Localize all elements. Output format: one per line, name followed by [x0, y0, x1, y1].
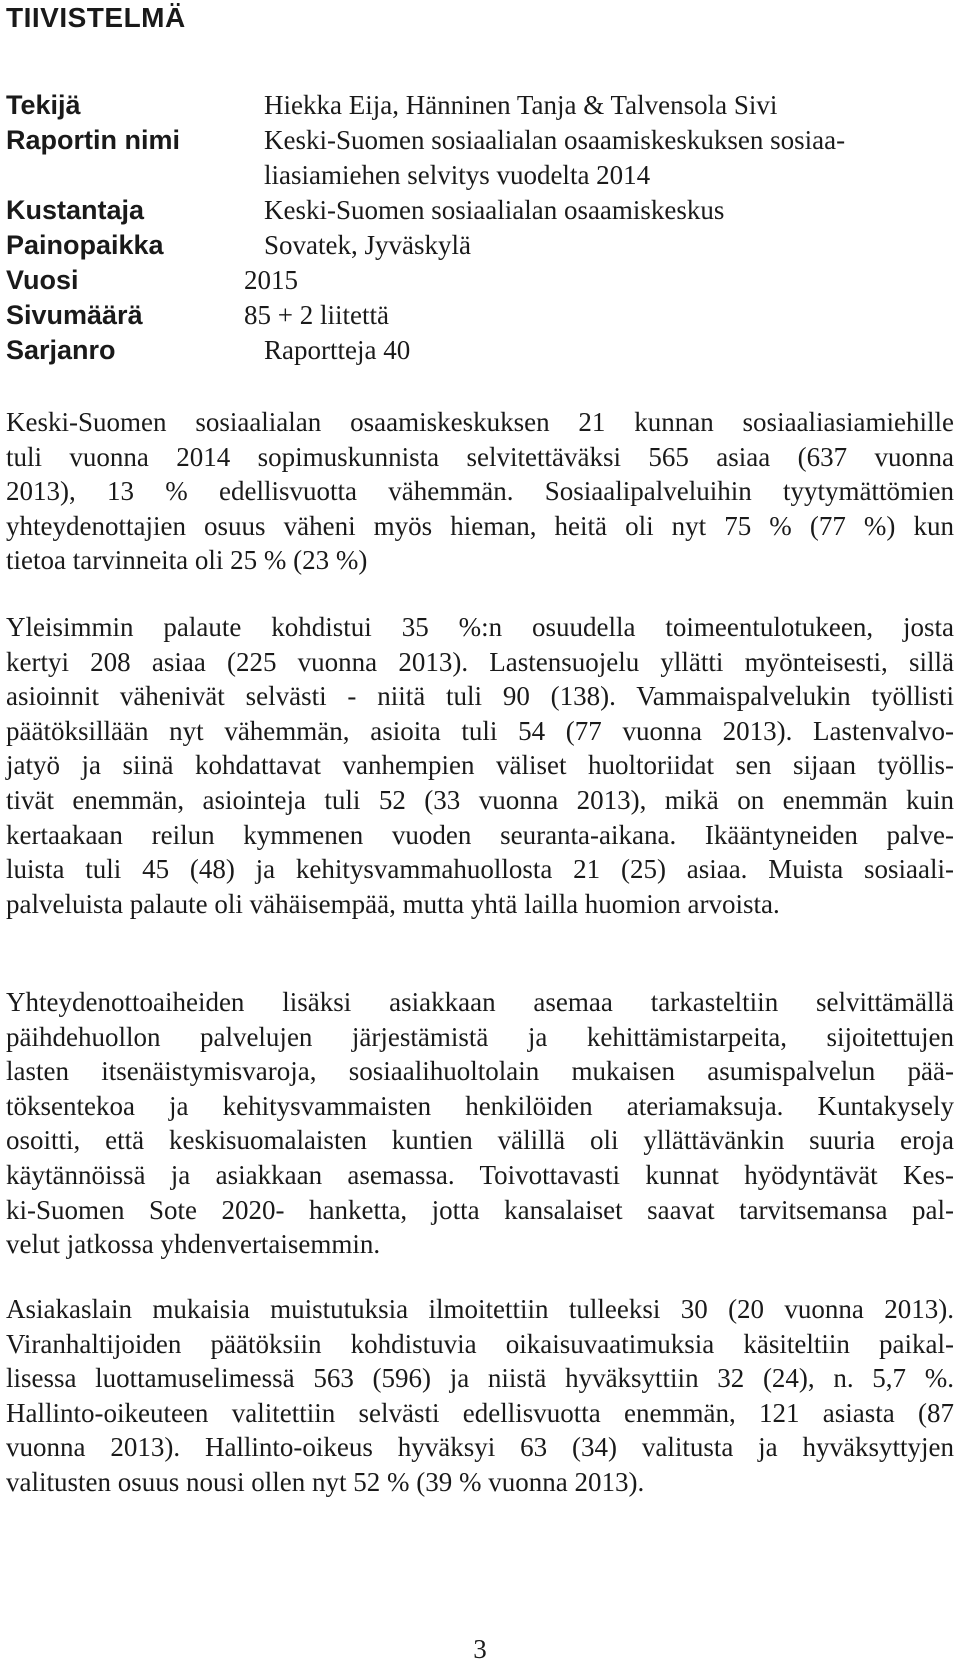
summary-paragraph-4 [6, 1292, 954, 1500]
paragraph-line: vuonna 2013). Hallinto-oikeus hyväksyi 63 (34) valitusta ja hyväksyttyjen [6, 1432, 954, 1463]
paragraph-line: käytännöissä ja asiakkaan asemassa. Toivottavasti kunnat hyödyntävät Kes- [6, 1159, 954, 1190]
metadata-value [264, 228, 954, 263]
paragraph-line: Asiakaslain mukaisia muistutuksia ilmoitettiin tulleeksi 30 (20 vuonna 2013). [6, 1294, 954, 1324]
summary-paragraph-2 [6, 610, 954, 921]
paragraph-line: tietoa tarvinneita oli 25 % (23 %) [6, 545, 368, 576]
paragraph-line: päihdehuollon palvelujen järjestämistä ja kehittämistarpeita, sijoitettujen [6, 1021, 954, 1052]
paragraph-line: kertaakaan reilun kymmenen vuoden seuranta-aikana. Ikääntyneiden palve- [6, 819, 954, 850]
metadata-row [6, 333, 954, 368]
metadata-value [264, 333, 954, 368]
paragraph-line: asioinnit vähenivät selvästi - niitä tuli 90 (138). Vammaispalvelukin työllisti [6, 681, 954, 712]
metadata-label: Raportin nimi [6, 125, 180, 155]
paragraph-line: Hallinto-oikeuteen valitettiin selvästi edellisvuotta enemmän, 121 asiasta (87 [6, 1397, 954, 1428]
metadata-value-line: Keski-Suomen sosiaalialan osaamiskeskus [264, 195, 725, 225]
paragraph-line: tuli vuonna 2014 sopimuskunnista selvitettäväksi 565 asiaa (637 vuonna [6, 441, 954, 472]
page-title: TIIVISTELMÄ [6, 2, 186, 33]
paragraph-line: töksentekoa ja kehitysvammaisten henkilöiden ateriamaksuja. Kuntakysely [6, 1090, 954, 1121]
paragraph-line: lisessa luottamuselimessä 563 (596) ja niistä hyväksyttiin 32 (24), n. 5,7 %. [6, 1363, 954, 1394]
metadata-value-line: 2015 [244, 265, 298, 295]
paragraph-line: jatyö ja siinä kohdattavat vanhempien väliset huoltoriidat sen sijaan työllis- [6, 750, 954, 781]
metadata-value-line: liasiamiehen selvitys vuodelta 2014 [264, 160, 651, 190]
paragraph-line: velut jatkossa yhdenvertaisemmin. [6, 1229, 381, 1260]
paragraph-line: Keski-Suomen sosiaalialan osaamiskeskuksen 21 kunnan sosiaaliasiamiehille [6, 407, 954, 437]
paragraph-line: 2013), 13 % edellisvuotta vähemmän. Sosiaalipalveluihin tyytymättömien [6, 476, 954, 507]
metadata-value-line: 85 + 2 liitettä [244, 300, 389, 330]
report-metadata-table [6, 88, 954, 368]
paragraph-line: ki-Suomen Sote 2020- hanketta, jotta kansalaiset saavat tarvitsemansa pal- [6, 1194, 954, 1225]
metadata-label: Kustantaja [6, 195, 145, 225]
metadata-row [6, 228, 954, 263]
metadata-label: Sarjanro [6, 335, 116, 365]
metadata-label: Painopaikka [6, 230, 164, 260]
paragraph-line: kertyi 208 asiaa (225 vuonna 2013). Lastensuojelu yllätti myönteisesti, sillä [6, 646, 954, 677]
summary-paragraph-3 [6, 985, 954, 1262]
metadata-row [6, 193, 954, 228]
metadata-value [264, 193, 954, 228]
paragraph-line: palveluista palaute oli vähäisempää, mutta yhtä lailla huomion arvoista. [6, 888, 780, 919]
paragraph-line: osoitti, että keskisuomalaisten kuntien välillä oli yllättävänkin suuria eroja [6, 1125, 954, 1156]
metadata-value-line: Raportteja 40 [264, 335, 411, 365]
metadata-value [264, 123, 954, 193]
paragraph-line: Viranhaltijoiden päätöksiin kohdistuvia oikaisuvaatimuksia käsiteltiin paikal- [6, 1328, 954, 1359]
metadata-value-line: Hiekka Eija, Hänninen Tanja & Talvensola Sivi [264, 90, 778, 120]
page-number: 3 [473, 1634, 487, 1664]
paragraph-line: tivät enemmän, asiointeja tuli 52 (33 vuonna 2013), mikä on enemmän kuin [6, 784, 954, 815]
paragraph-line: Yleisimmin palaute kohdistui 35 %:n osuudella toimeentulotukeen, josta [6, 612, 954, 642]
metadata-row [6, 298, 954, 333]
metadata-row [6, 123, 954, 193]
paragraph-line: yhteydenottajien osuus väheni myös hieman, heitä oli nyt 75 % (77 %) kun [6, 510, 954, 541]
paragraph-line: luista tuli 45 (48) ja kehitysvammahuollosta 21 (25) asiaa. Muista sosiaali- [6, 854, 954, 885]
metadata-row [6, 263, 954, 298]
metadata-label: Vuosi [6, 265, 79, 295]
paragraph-line: päätöksillään nyt vähemmän, asioita tuli 54 (77 vuonna 2013). Lastenvalvo- [6, 715, 954, 746]
metadata-value [244, 263, 954, 298]
paragraph-line: Yhteydenottoaiheiden lisäksi asiakkaan asemaa tarkasteltiin selvittämällä [6, 987, 954, 1017]
summary-paragraph-1 [6, 405, 954, 578]
metadata-value [264, 88, 954, 123]
paragraph-line: valitusten osuus nousi ollen nyt 52 % (39 % vuonna 2013). [6, 1466, 645, 1497]
metadata-label: Tekijä [6, 90, 81, 120]
metadata-value-line: Sovatek, Jyväskylä [264, 230, 471, 260]
metadata-row [6, 88, 954, 123]
metadata-value [244, 298, 954, 333]
metadata-label: Sivumäärä [6, 300, 143, 330]
metadata-value-line: Keski-Suomen sosiaalialan osaamiskeskuksen sosiaa- [264, 125, 846, 155]
paragraph-line: lasten itsenäistymisvaroja, sosiaalihuoltolain mukaisen asumispalvelun pää- [6, 1056, 954, 1087]
